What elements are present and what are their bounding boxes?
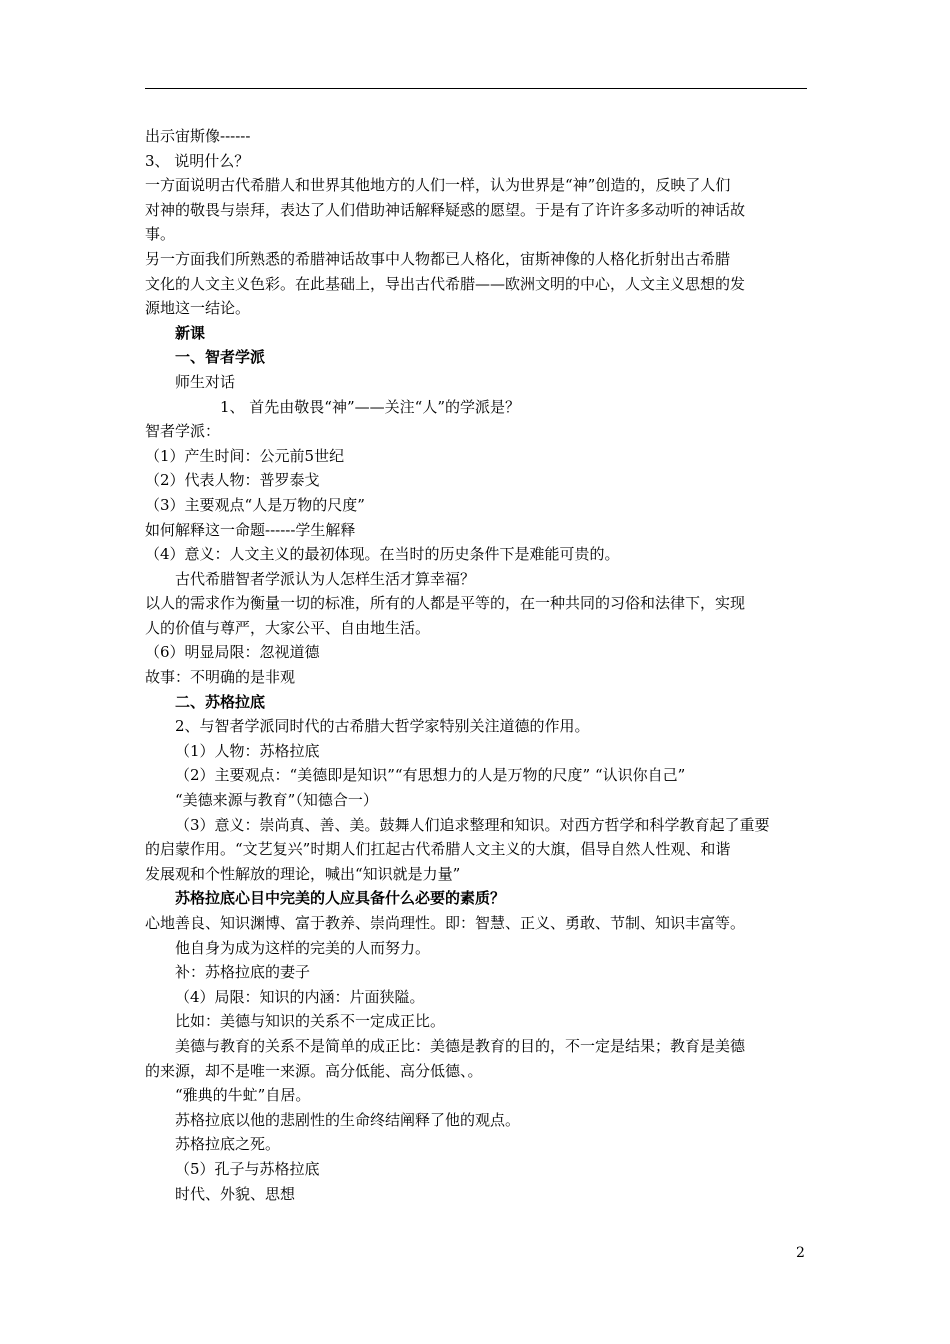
- text-line: 师生对话: [175, 372, 236, 391]
- text-line: 如何解释这一命题------学生解释: [145, 520, 356, 539]
- text-line: 出示宙斯像------: [145, 127, 251, 145]
- page-number: 2: [796, 1245, 805, 1261]
- text-line: （3）主要观点“人是万物的尺度”: [145, 495, 365, 514]
- text-line: 1、 首先由敬畏“神”——关注“人”的学派是？: [220, 397, 520, 416]
- text-line: 苏格拉底以他的悲剧性的生命终结阐释了他的观点。: [175, 1110, 521, 1129]
- text-line: （2）主要观点：“美德即是知识”“有思想力的人是万物的尺度” “认识你自己”: [175, 766, 686, 785]
- text-line: “雅典的牛虻”自居。: [175, 1086, 311, 1105]
- text-line: 比如：美德与知识的关系不一定成正比。: [175, 1012, 446, 1031]
- text-line: （3）意义：崇尚真、善、美。鼓舞人们追求整理和知识。对西方哲学和科学教育起了重要: [175, 815, 770, 834]
- text-line: 一方面说明古代希腊人和世界其他地方的人们一样，认为世界是“神”创造的，反映了人们: [145, 176, 731, 195]
- text-line: 智者学派：: [145, 422, 221, 441]
- text-line: （1）产生时间：公元前5世纪: [145, 446, 345, 465]
- text-line: 故事：不明确的是非观: [145, 668, 296, 687]
- text-line: 补：苏格拉底的妻子: [175, 963, 311, 982]
- header-rule: [145, 88, 807, 89]
- text-line: 人的价值与尊严，大家公平、自由地生活。: [145, 618, 431, 637]
- text-line: “美德来源与教育”（知德合一）: [175, 791, 378, 810]
- text-line: 古代希腊智者学派认为人怎样生活才算幸福？: [175, 569, 476, 588]
- text-line: （4）意义：人文主义的最初体现。在当时的历史条件下是难能可贵的。: [145, 545, 620, 564]
- section-heading-socrates: 二、苏格拉底: [175, 692, 266, 711]
- text-line: （6）明显局限：忽视道德: [145, 643, 320, 662]
- text-line: 3、 说明什么？: [145, 151, 250, 170]
- section-heading-new-lesson: 新课: [175, 323, 206, 342]
- text-line: （4）局限：知识的内涵：片面狭隘。: [175, 987, 425, 1006]
- text-line: 的来源，却不是唯一来源。高分低能、高分低德、。: [145, 1061, 483, 1080]
- text-line: 文化的人文主义色彩。在此基础上，导出古代希腊——欧洲文明的中心，人文主义思想的发: [145, 274, 746, 293]
- text-line: 发展观和个性解放的理论，喊出“知识就是力量”: [145, 864, 461, 883]
- text-line: 事。: [145, 225, 176, 244]
- text-line: （1）人物：苏格拉底: [175, 741, 320, 760]
- text-line: 的启蒙作用。“文艺复兴”时期人们扛起古代希腊人文主义的大旗，倡导自然人性观、和谐: [145, 840, 731, 859]
- text-line: 以人的需求作为衡量一切的标准，所有的人都是平等的，在一种共同的习俗和法律下，实现: [145, 594, 746, 613]
- text-line: 时代、外貌、思想: [175, 1184, 296, 1203]
- text-line: 对神的敬畏与崇拜，表达了人们借助神话解释疑惑的愿望。于是有了许许多多动听的神话故: [145, 200, 746, 219]
- text-line: 2、与智者学派同时代的古希腊大哲学家特别关注道德的作用。: [175, 717, 590, 736]
- text-line: 他自身为成为这样的完美的人而努力。: [175, 938, 431, 957]
- text-line: （2）代表人物：普罗泰戈: [145, 471, 320, 490]
- section-heading-sophists: 一、智者学派: [175, 348, 266, 367]
- body-text: [145, 124, 810, 1206]
- text-line: （5）孔子与苏格拉底: [175, 1159, 320, 1178]
- text-line: 美德与教育的关系不是简单的成正比：美德是教育的目的，不一定是结果；教育是美德: [175, 1036, 746, 1055]
- question-heading: 苏格拉底心目中完美的人应具备什么必要的素质？: [175, 889, 506, 908]
- text-line: 另一方面我们所熟悉的希腊神话故事中人物都已人格化，宙斯神像的人格化折射出古希腊: [145, 249, 731, 268]
- text-line: 心地善良、知识渊博、富于教养、崇尚理性。即：智慧、正义、勇敢、节制、知识丰富等。: [145, 914, 746, 932]
- text-line: 源地这一结论。: [145, 299, 251, 318]
- text-line: 苏格拉底之死。: [175, 1135, 281, 1154]
